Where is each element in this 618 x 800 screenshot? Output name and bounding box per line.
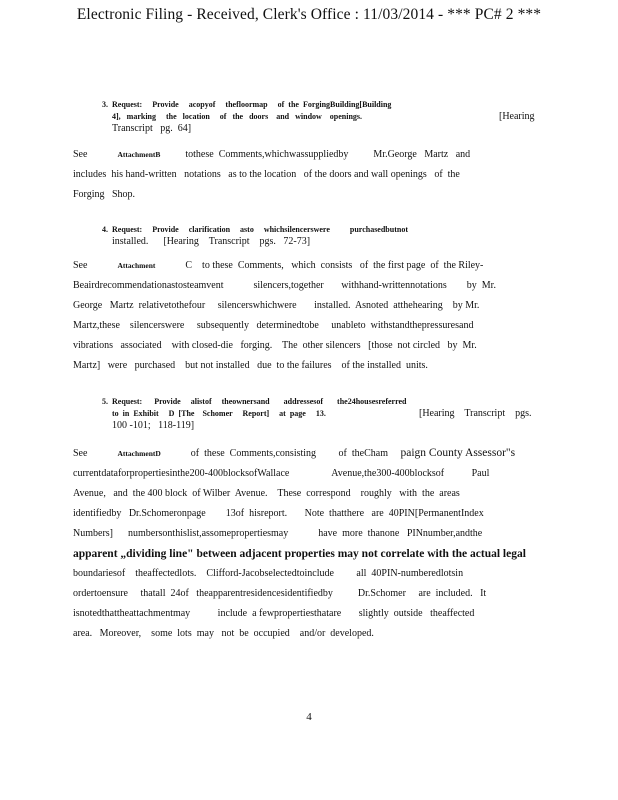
text-line: isnotedthattheattachmentmay include a fewpropertiesthatare slightly outside theaffected xyxy=(73,608,475,619)
text-line: See Attachment C to these Comments, which consists of the first page of the Riley- xyxy=(73,260,484,271)
text-line: currentdataforpropertiesinthe200-400blocksofWallace Avenue,the300-400blocksof Paul xyxy=(73,468,490,479)
text-line: vibrations associated with closed-die forging. The other silencers [those not circled by Mr. xyxy=(73,340,477,351)
response-paragraph-1 xyxy=(73,145,510,205)
text-line: ordertoensure thatall 24of theapparentresidencesidentifiedby Dr.Schomer are included. It xyxy=(73,588,487,599)
item-number: 4. xyxy=(102,225,108,234)
text-line: Forging Shop. xyxy=(73,189,136,200)
item-number: 5. xyxy=(102,397,108,406)
text-line: Martz] were purchased but not installed due to the failures of the installed units. xyxy=(73,360,428,371)
attachment-label: AttachmentD xyxy=(117,449,161,458)
text-line: See AttachmentD of these Comments,consisting of theCham paign County Assessor"s xyxy=(73,447,516,459)
response-paragraph-3 xyxy=(73,443,548,644)
page-number: 4 xyxy=(306,711,312,723)
item-line: 4], marking the location of the doors and window openings. xyxy=(112,112,363,121)
hearing-ref: [Hearing xyxy=(499,111,535,122)
filing-header: Electronic Filing - Received, Clerk's Office : 11/03/2014 - *** PC# 2 *** xyxy=(76,6,542,23)
text-line: George Martz relativetothefour silencerswhichwere installed. Asnoted atthehearing by Mr. xyxy=(73,300,480,311)
item-line: Transcript pg. 64] xyxy=(112,123,192,134)
attachment-label: AttachmentB xyxy=(117,150,161,159)
attachment-label: Attachment xyxy=(117,261,156,270)
text-line: apparent „dividing line" between adjacent properties may not correlate with the actual legal xyxy=(73,548,526,560)
text-line: Numbers] numbersonthislist,assomepropertiesmay have more thanone PINnumber,andthe xyxy=(73,528,483,539)
text-line: Beairdrecommendationastosteamvent silencers,together withhand-writtennotations by Mr. xyxy=(73,280,496,291)
item-line: to in Exhibit D [The Schomer Report] at page 13. xyxy=(112,409,326,418)
request-item-5 xyxy=(74,395,544,432)
hearing-ref: [Hearing Transcript pgs. xyxy=(419,408,532,419)
response-paragraph-2 xyxy=(73,256,510,376)
text-line: includes his hand-written notations as to the location of the doors and wall openings of the xyxy=(73,169,460,180)
item-line: Request: Provide acopyof thefloormap of the ForgingBuilding[Building xyxy=(112,100,392,109)
text-line: Avenue, and the 400 block of Wilber Avenue. These correspond roughly with the areas xyxy=(73,488,460,499)
request-item-4 xyxy=(74,223,544,248)
text-line: identifiedby Dr.Schomeronpage 13of hisreport. Note thatthere are 40PIN[PermanentIndex xyxy=(73,508,484,519)
item-line: 100 -101; 118-119] xyxy=(112,420,195,431)
request-item-3 xyxy=(74,98,544,135)
text-line: area. Moreover, some lots may not be occupied and/or developed. xyxy=(73,628,374,639)
text-line: boundariesof theaffectedlots. Clifford-Jacobselectedtoinclude all 40PIN-numberedlotsin xyxy=(73,568,464,579)
item-number: 3. xyxy=(102,100,108,109)
text-line: Martz,these silencerswere subsequently determinedtobe unableto withstandthepressuresand xyxy=(73,320,474,331)
text-line: See AttachmentB tothese Comments,whichwassuppliedby Mr.George Martz and xyxy=(73,149,471,160)
item-line: Request: Provide clarification asto whichsilencerswere purchasedbutnot xyxy=(112,225,408,234)
item-line: Request: Provide alistof theownersand addressesof the24housesreferred xyxy=(112,397,407,406)
item-line: installed. [Hearing Transcript pgs. 72-73] xyxy=(112,236,311,247)
